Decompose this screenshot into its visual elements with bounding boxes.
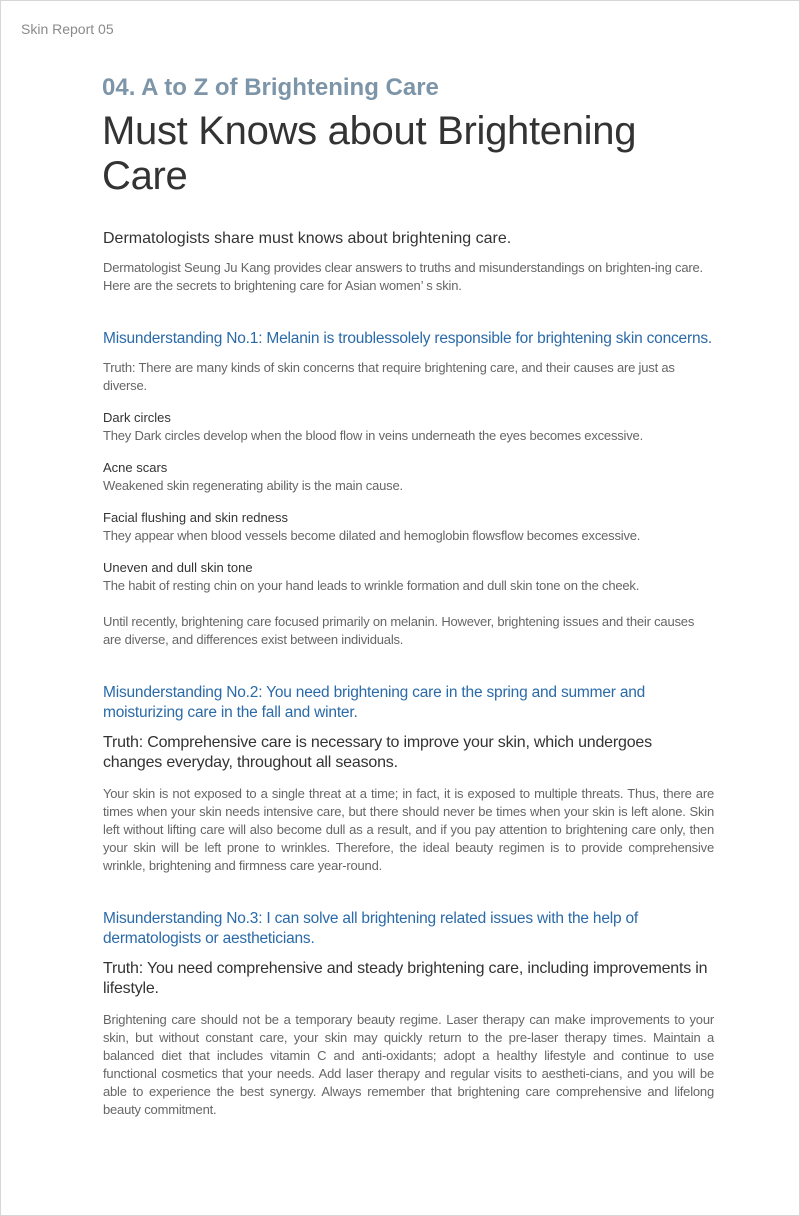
concern-item: [103, 559, 714, 595]
section-3-title: Misunderstanding No.3: I can solve all brightening related issues with the help of dermatologists or aestheticians.: [103, 910, 639, 947]
section-1-summary: Until recently, brightening care focused primarily on melanin. However, brightening issues and their causes are diverse, and differences exist between individuals.: [103, 614, 695, 647]
section-3-body: Brightening care should not be a temporary beauty regime. Laser therapy can make improvements to your skin, but without constant care, your skin may quickly return to the pre-laser therapy times. Maintain a balanced diet that includes vitamin C and anti-oxidants; adopt a healthy lifestyle and continue to use functional cosmetics that your needs. Add laser therapy and regular visits to aestheti-cians, and you will be able to experience the best synergy. Always remember that brightening care comprehensive and lifelong beauty commitment.: [103, 1012, 714, 1117]
concern-body: The habit of resting chin on your hand leads to wrinkle formation and dull skin tone on the cheek.: [103, 578, 640, 593]
concern-title: Facial flushing and skin redness: [103, 510, 288, 525]
concern-item: [103, 509, 714, 545]
section-3-truth: Truth: You need comprehensive and steady brightening care, including improvements in lifestyle.: [103, 960, 708, 997]
section-2-body: Your skin is not exposed to a single threat at a time; in fact, it is exposed to multiple threats. Thus, there are times when your skin needs intensive care, but there should never be times when your skin is left alone. Skin left without lifting care will also become dull as a result, and if you pay attention to brightening care only, then your skin will be left prone to wrinkles. Therefore, the ideal beauty regimen is to provide comprehensive wrinkle, brightening and firmness care year-round.: [103, 786, 714, 873]
section-2-title: Misunderstanding No.2: You need brightening care in the spring and summer and moisturizing care in the fall and winter.: [103, 684, 646, 721]
section-1-truth: Truth: There are many kinds of skin concerns that require brightening care, and their causes are just as diverse.: [103, 360, 675, 393]
report-label: Skin Report 05: [21, 21, 114, 37]
concern-item: [103, 459, 714, 495]
section-misunderstanding-2: [102, 683, 714, 875]
section-misunderstanding-3: [102, 909, 714, 1119]
article-title: Must Knows about Brightening Care: [102, 109, 637, 198]
concern-body: Weakened skin regenerating ability is the main cause.: [103, 478, 403, 493]
section-1-title: Misunderstanding No.1: Melanin is troublessolely responsible for brightening skin concerns.: [103, 330, 713, 347]
article-subtitle: 04. A to Z of Brightening Care: [102, 74, 439, 101]
concern-title: Dark circles: [103, 410, 171, 425]
article-content: [102, 73, 714, 1119]
article-intro: Dermatologist Seung Ju Kang provides clear answers to truths and misunderstandings on brighten-ing care. Here are the secrets to brightening care for Asian women’ s skin.: [103, 260, 703, 293]
section-misunderstanding-1: [102, 329, 714, 649]
concern-item: [103, 409, 714, 445]
concern-title: Acne scars: [103, 460, 168, 475]
section-2-truth: Truth: Comprehensive care is necessary to improve your skin, which undergoes changes everyday, throughout all seasons.: [103, 734, 652, 771]
concern-title: Uneven and dull skin tone: [103, 560, 253, 575]
concern-body: They appear when blood vessels become dilated and hemoglobin flowsflow becomes excessive.: [103, 528, 641, 543]
concern-body: They Dark circles develop when the blood flow in veins underneath the eyes becomes excessive.: [103, 428, 643, 443]
article-lead: Dermatologists share must knows about brightening care.: [103, 230, 512, 247]
